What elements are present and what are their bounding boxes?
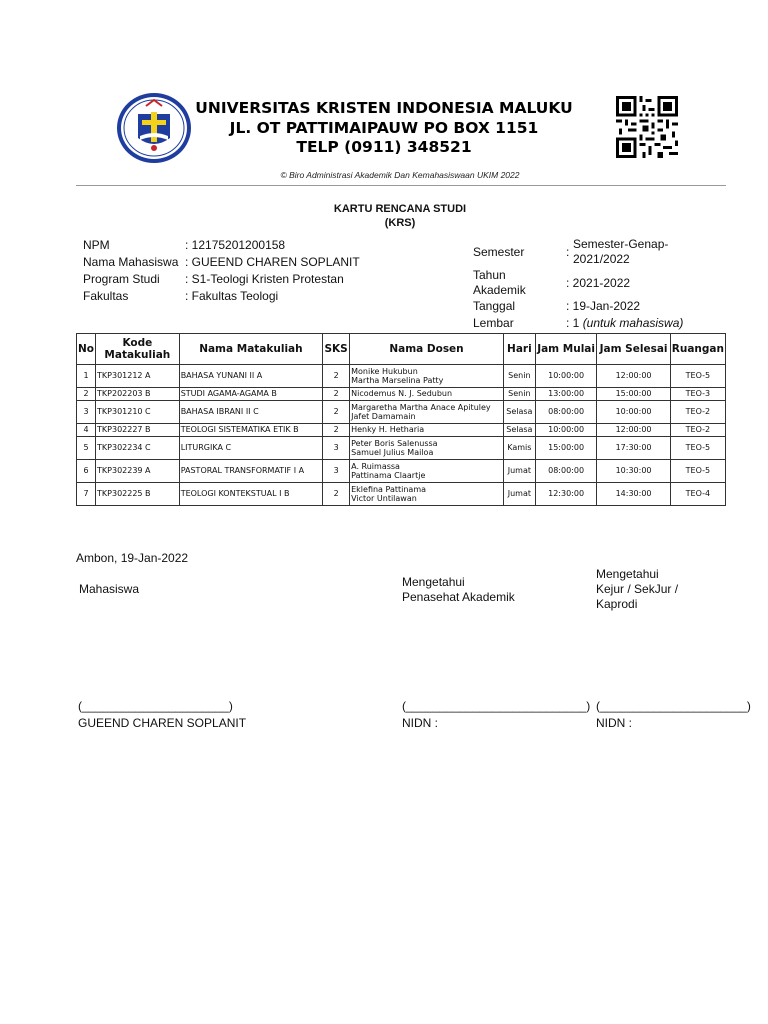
cell-start-time: 08:00:00 [535, 401, 597, 424]
head-label-line-1: Mengetahui [596, 567, 659, 581]
cell-day: Kamis [503, 437, 535, 460]
cell-start-time: 10:00:00 [535, 424, 597, 437]
cell-room: TEO-3 [670, 388, 725, 401]
date-label: Tanggal [473, 299, 516, 313]
advisor-signature-label [402, 575, 515, 605]
cell-room: TEO-2 [670, 424, 725, 437]
col-course-code: Kode Matakuliah [96, 334, 180, 365]
lecturer-name: Eklefina Pattinama [351, 484, 427, 494]
cell-room: TEO-5 [670, 460, 725, 483]
cell-course-name: TEOLOGI SISTEMATIKA ETIK B [179, 424, 322, 437]
npm-label: NPM [83, 238, 110, 252]
advisor-signature-line: (___________________________) [402, 699, 591, 713]
prodi-label: Program Studi [83, 272, 160, 286]
table-header-row [77, 334, 726, 365]
cell-lecturer [350, 401, 504, 424]
cell-lecturer [350, 424, 504, 437]
cell-start-time: 15:00:00 [535, 437, 597, 460]
cell-lecturer [350, 437, 504, 460]
table-row [77, 460, 726, 483]
lecturer-name: Nicodemus N. J. Sedubun [351, 389, 453, 399]
place-date: Ambon, 19-Jan-2022 [76, 551, 189, 565]
table-row [77, 483, 726, 506]
title-line-1: KARTU RENCANA STUDI [333, 203, 467, 215]
cell-day: Selasa [503, 424, 535, 437]
student-info [83, 237, 360, 305]
cell-course-code: TKP302225 B [96, 483, 180, 506]
cell-day: Senin [503, 388, 535, 401]
cell-end-time: 10:30:00 [597, 460, 670, 483]
cell-credits: 2 [323, 483, 350, 506]
university-name: UNIVERSITAS KRISTEN INDONESIA MALUKU [195, 99, 573, 117]
cell-end-time: 14:30:00 [597, 483, 670, 506]
cell-course-code: TKP302227 B [96, 424, 180, 437]
lecturer-name: Monike Hukubun [351, 366, 418, 376]
year-value: : 2021-2022 [566, 276, 631, 290]
table-row [77, 424, 726, 437]
lecturer-name: Jafet Damamain [351, 412, 416, 421]
sheet-value [566, 315, 683, 332]
col-credits: SKS [323, 334, 350, 365]
cell-no: 5 [77, 437, 96, 460]
cell-credits: 2 [323, 424, 350, 437]
header-divider [76, 185, 726, 186]
semester-value-line-2: 2021/2022 [573, 252, 630, 266]
head-signature-label [596, 567, 678, 612]
lecturer-name: A. Ruimassa [351, 461, 400, 471]
cell-lecturer [350, 483, 504, 506]
copyright-note: © Biro Administrasi Akademik Dan Kemahasiswaan UKIM 2022 [280, 170, 520, 180]
cell-day: Selasa [503, 401, 535, 424]
cell-credits: 3 [323, 437, 350, 460]
year-label-line-1: Tahun [473, 268, 506, 282]
student-signature-line: (______________________) [78, 699, 233, 713]
cell-room: TEO-2 [670, 401, 725, 424]
student-signature-name: GUEEND CHAREN SOPLANIT [78, 716, 247, 730]
cell-day: Jumat [503, 460, 535, 483]
cell-lecturer [350, 365, 504, 388]
cell-credits: 2 [323, 401, 350, 424]
qr-code-icon [616, 96, 678, 158]
cell-start-time: 10:00:00 [535, 365, 597, 388]
student-signature-label: Mahasiswa [79, 582, 140, 596]
head-label-line-3: Kaprodi [596, 597, 638, 611]
cell-lecturer [350, 388, 504, 401]
cell-lecturer [350, 460, 504, 483]
faculty-value: : Fakultas Teologi [185, 289, 279, 303]
table-row [77, 388, 726, 401]
semester-label: Semester [473, 245, 525, 259]
cell-day: Senin [503, 365, 535, 388]
faculty-label: Fakultas [83, 289, 129, 303]
lecturer-name: Martha Marselina Patty [351, 376, 444, 385]
head-nidn: NIDN : [596, 716, 632, 730]
university-phone: TELP (0911) 348521 [296, 138, 472, 156]
cell-no: 2 [77, 388, 96, 401]
year-label-line-2: Akademik [473, 283, 526, 297]
cell-credits: 2 [323, 388, 350, 401]
col-lecturer: Nama Dosen [350, 334, 504, 365]
lecturer-name: Victor Untilawan [351, 494, 417, 503]
cell-course-name: STUDI AGAMA-AGAMA B [179, 388, 322, 401]
university-address: JL. OT PATTIMAIPAUW PO BOX 1151 [229, 119, 539, 137]
name-label: Nama Mahasiswa [83, 255, 179, 269]
table-row [77, 365, 726, 388]
cell-course-name: BAHASA YUNANI II A [179, 365, 322, 388]
cell-end-time: 15:00:00 [597, 388, 670, 401]
cell-room: TEO-4 [670, 483, 725, 506]
head-label-line-2: Kejur / SekJur / [596, 582, 679, 596]
date-value: : 19-Jan-2022 [566, 299, 641, 313]
cell-course-name: PASTORAL TRANSFORMATIF I A [179, 460, 322, 483]
npm-value: : 12175201200158 [185, 238, 286, 252]
table-row [77, 401, 726, 424]
cell-start-time: 13:00:00 [535, 388, 597, 401]
cell-room: TEO-5 [670, 437, 725, 460]
cell-course-name: BAHASA IBRANI II C [179, 401, 322, 424]
cell-course-name: LITURGIKA C [179, 437, 322, 460]
cell-no: 4 [77, 424, 96, 437]
col-room: Ruangan [670, 334, 725, 365]
cell-credits: 3 [323, 460, 350, 483]
head-signature-line: (______________________) [596, 699, 751, 713]
cell-course-code: TKP302234 C [96, 437, 180, 460]
col-end-time: Jam Selesai [597, 334, 670, 365]
advisor-label-line-2: Penasehat Akademik [402, 590, 515, 604]
cell-day: Jumat [503, 483, 535, 506]
semester-value-line-1: Semester-Genap- [573, 237, 669, 251]
prodi-value: : S1-Teologi Kristen Protestan [185, 272, 344, 286]
cell-room: TEO-5 [670, 365, 725, 388]
cell-credits: 2 [323, 365, 350, 388]
lecturer-name: Peter Boris Salenussa [351, 438, 438, 448]
cell-start-time: 12:30:00 [535, 483, 597, 506]
lecturer-name: Samuel Julius Mailoa [351, 448, 434, 457]
cell-course-code: TKP202203 B [96, 388, 180, 401]
cell-course-name: TEOLOGI KONTEKSTUAL I B [179, 483, 322, 506]
semester-value [573, 237, 668, 267]
cell-start-time: 08:00:00 [535, 460, 597, 483]
table-row [77, 437, 726, 460]
document-title [0, 202, 768, 230]
cell-end-time: 17:30:00 [597, 437, 670, 460]
col-start-time: Jam Mulai [535, 334, 597, 365]
cell-no: 1 [77, 365, 96, 388]
name-value: : GUEEND CHAREN SOPLANIT [185, 255, 360, 269]
cell-end-time: 10:00:00 [597, 401, 670, 424]
cell-no: 6 [77, 460, 96, 483]
col-course-name: Nama Matakuliah [179, 334, 322, 365]
cell-no: 3 [77, 401, 96, 424]
advisor-nidn: NIDN : [402, 716, 438, 730]
cell-course-code: TKP302239 A [96, 460, 180, 483]
lecturer-name: Pattinama Claartje [351, 471, 426, 480]
cell-course-code: TKP301210 C [96, 401, 180, 424]
col-day: Hari [503, 334, 535, 365]
sheet-label: Lembar [473, 316, 514, 330]
cell-course-code: TKP301212 A [96, 365, 180, 388]
cell-no: 7 [77, 483, 96, 506]
lecturer-name: Margaretha Martha Anace Apituley [351, 402, 491, 412]
sheet-number: : 1 [566, 316, 580, 330]
semester-colon: : [566, 245, 570, 259]
col-no: No [77, 334, 96, 365]
advisor-label-line-1: Mengetahui [402, 575, 465, 589]
year-label [473, 268, 526, 298]
lecturer-name: Henky H. Hetharia [351, 425, 425, 435]
cell-end-time: 12:00:00 [597, 424, 670, 437]
course-table [76, 333, 726, 506]
cell-end-time: 12:00:00 [597, 365, 670, 388]
title-line-2: (KRS) [384, 217, 416, 229]
sheet-note: (untuk mahasiswa) [582, 316, 684, 330]
